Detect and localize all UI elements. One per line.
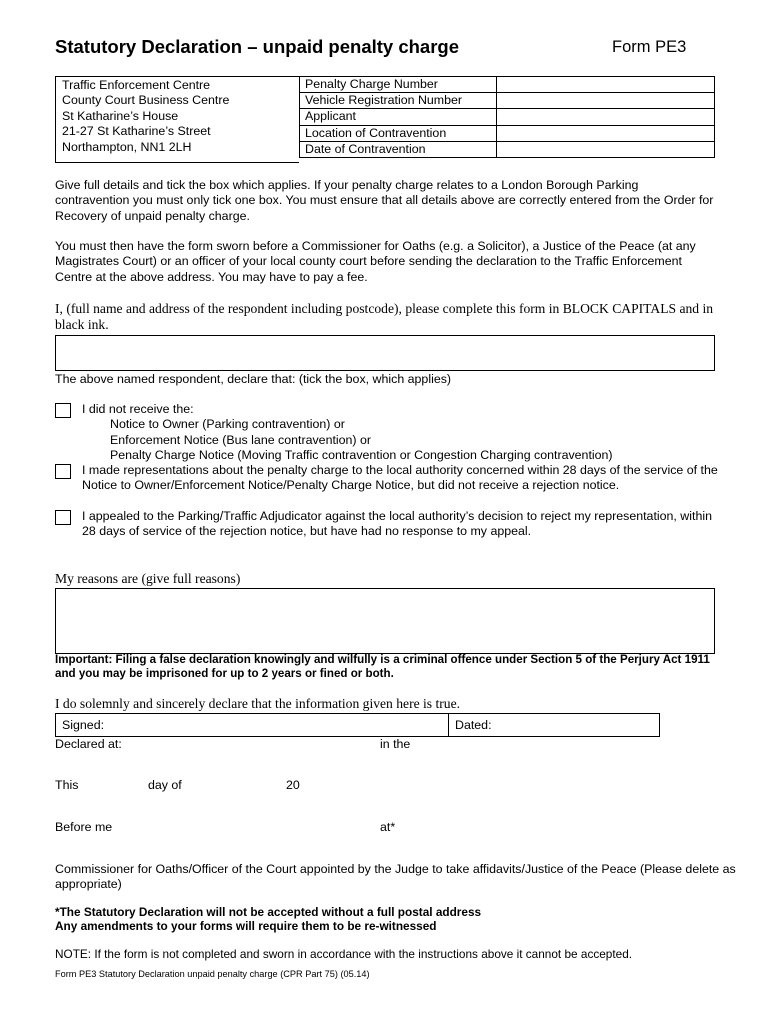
location-field[interactable] <box>497 125 715 141</box>
commissioner-text: Commissioner for Oaths/Officer of the Court appointed by the Judge to take affidavits/Justice of the Peace (Please delete as appropriate) <box>55 862 736 892</box>
table-row <box>300 141 715 157</box>
warning-line: Any amendments to your forms will require them to be re-witnessed <box>55 919 437 933</box>
form-footer: Form PE3 Statutory Declaration unpaid penalty charge (CPR Part 75) (05.14) <box>55 969 370 979</box>
year-label: 20 <box>286 778 300 792</box>
page-title: Statutory Declaration – unpaid penalty charge <box>55 36 460 57</box>
at-label: at* <box>380 820 396 834</box>
vrn-label: Vehicle Registration Number <box>300 93 497 109</box>
pcn-label: Penalty Charge Number <box>300 77 497 93</box>
note-text: NOTE: If the form is not completed and sworn in accordance with the instructions above it cannot be accepted. <box>55 947 633 961</box>
option-appealed-checkbox[interactable] <box>55 510 71 525</box>
address-line: County Court Business Centre <box>62 93 230 108</box>
address-line: St Katharine’s House <box>62 108 179 123</box>
reasons-input[interactable] <box>55 588 715 654</box>
in-the-label: in the <box>380 737 411 751</box>
before-me-label: Before me <box>55 820 113 834</box>
solemn-declaration: I do solemnly and sincerely declare that the information given here is true. <box>55 696 461 711</box>
option-appealed: I appealed to the Parking/Traffic Adjudicator against the local authority’s decision to reject my representation, within 28 days of service of the rejection notice, but have had no response to my appeal. <box>82 509 712 539</box>
vrn-field[interactable] <box>497 93 715 109</box>
form-code: Form PE3 <box>612 38 687 56</box>
declare-intro: The above named respondent, declare that: (tick the box, which applies) <box>55 372 452 386</box>
table-row <box>300 125 715 141</box>
instructions-paragraph-2: You must then have the form sworn before a Commissioner for Oaths (e.g. a Solicitor), a Justice of the Peace (at any Magistrates Court) or an officer of your local county court before sending the declaration to the Traffic Enforcement Centre at the above address. You may have to pay a fee. <box>55 239 696 284</box>
option-representations-checkbox[interactable] <box>55 464 71 479</box>
day-of-label: day of <box>148 778 182 792</box>
address-box <box>55 76 299 163</box>
table-row <box>56 714 660 737</box>
option-representations: I made representations about the penalty charge to the local authority concerned within 28 days of the service of the Notice to Owner/Enforcement Notice/Penalty Charge Notice, but did not receive a rejection notice. <box>82 463 718 493</box>
table-row <box>300 109 715 125</box>
applicant-field[interactable] <box>497 109 715 125</box>
option-sub-item: Enforcement Notice (Bus lane contravention) or <box>110 432 372 447</box>
table-row <box>300 77 715 93</box>
warnings <box>55 905 481 933</box>
reasons-label: My reasons are (give full reasons) <box>55 571 241 586</box>
address-line: Northampton, NN1 2LH <box>62 139 192 154</box>
address-line: Traffic Enforcement Centre <box>62 78 211 92</box>
important-warning: Important: Filing a false declaration knowingly and wilfully is a criminal offence under Section 5 of the Perjury Act 1911 and you may be imprisoned for up to 2 years or fined or both. <box>55 653 710 680</box>
table-row <box>300 93 715 109</box>
option-sub-item: Notice to Owner (Parking contravention) or <box>110 417 345 432</box>
reference-table <box>299 76 715 158</box>
option-sub-item: Penalty Charge Notice (Moving Traffic contravention or Congestion Charging contravention) <box>110 447 613 462</box>
option-not-received-checkbox[interactable] <box>55 403 71 418</box>
declared-at-label: Declared at: <box>55 737 122 751</box>
applicant-label: Applicant <box>300 109 497 125</box>
pcn-field[interactable] <box>497 77 715 93</box>
dated-field[interactable]: Dated: <box>449 714 660 737</box>
instructions-paragraph-1: Give full details and tick the box which applies. If your penalty charge relates to a London Borough Parking contravention you must only tick one box. You must ensure that all details above are correctly entered from the Order for Recovery of unpaid penalty charge. <box>55 178 714 223</box>
option-text: I did not receive the: <box>82 402 194 416</box>
option-not-received <box>82 402 722 463</box>
location-label: Location of Contravention <box>300 125 497 141</box>
warning-line: *The Statutory Declaration will not be accepted without a full postal address <box>55 905 482 919</box>
date-label: Date of Contravention <box>300 141 497 157</box>
address-line: 21-27 St Katharine’s Street <box>62 124 211 139</box>
signature-table <box>55 713 660 737</box>
respondent-prompt: I, (full name and address of the respondent including postcode), please complete this form in BLOCK CAPITALS and in black ink. <box>55 301 714 332</box>
date-field[interactable] <box>497 141 715 157</box>
this-label: This <box>55 778 79 792</box>
signed-field[interactable]: Signed: <box>56 714 449 737</box>
respondent-input[interactable] <box>55 335 715 371</box>
